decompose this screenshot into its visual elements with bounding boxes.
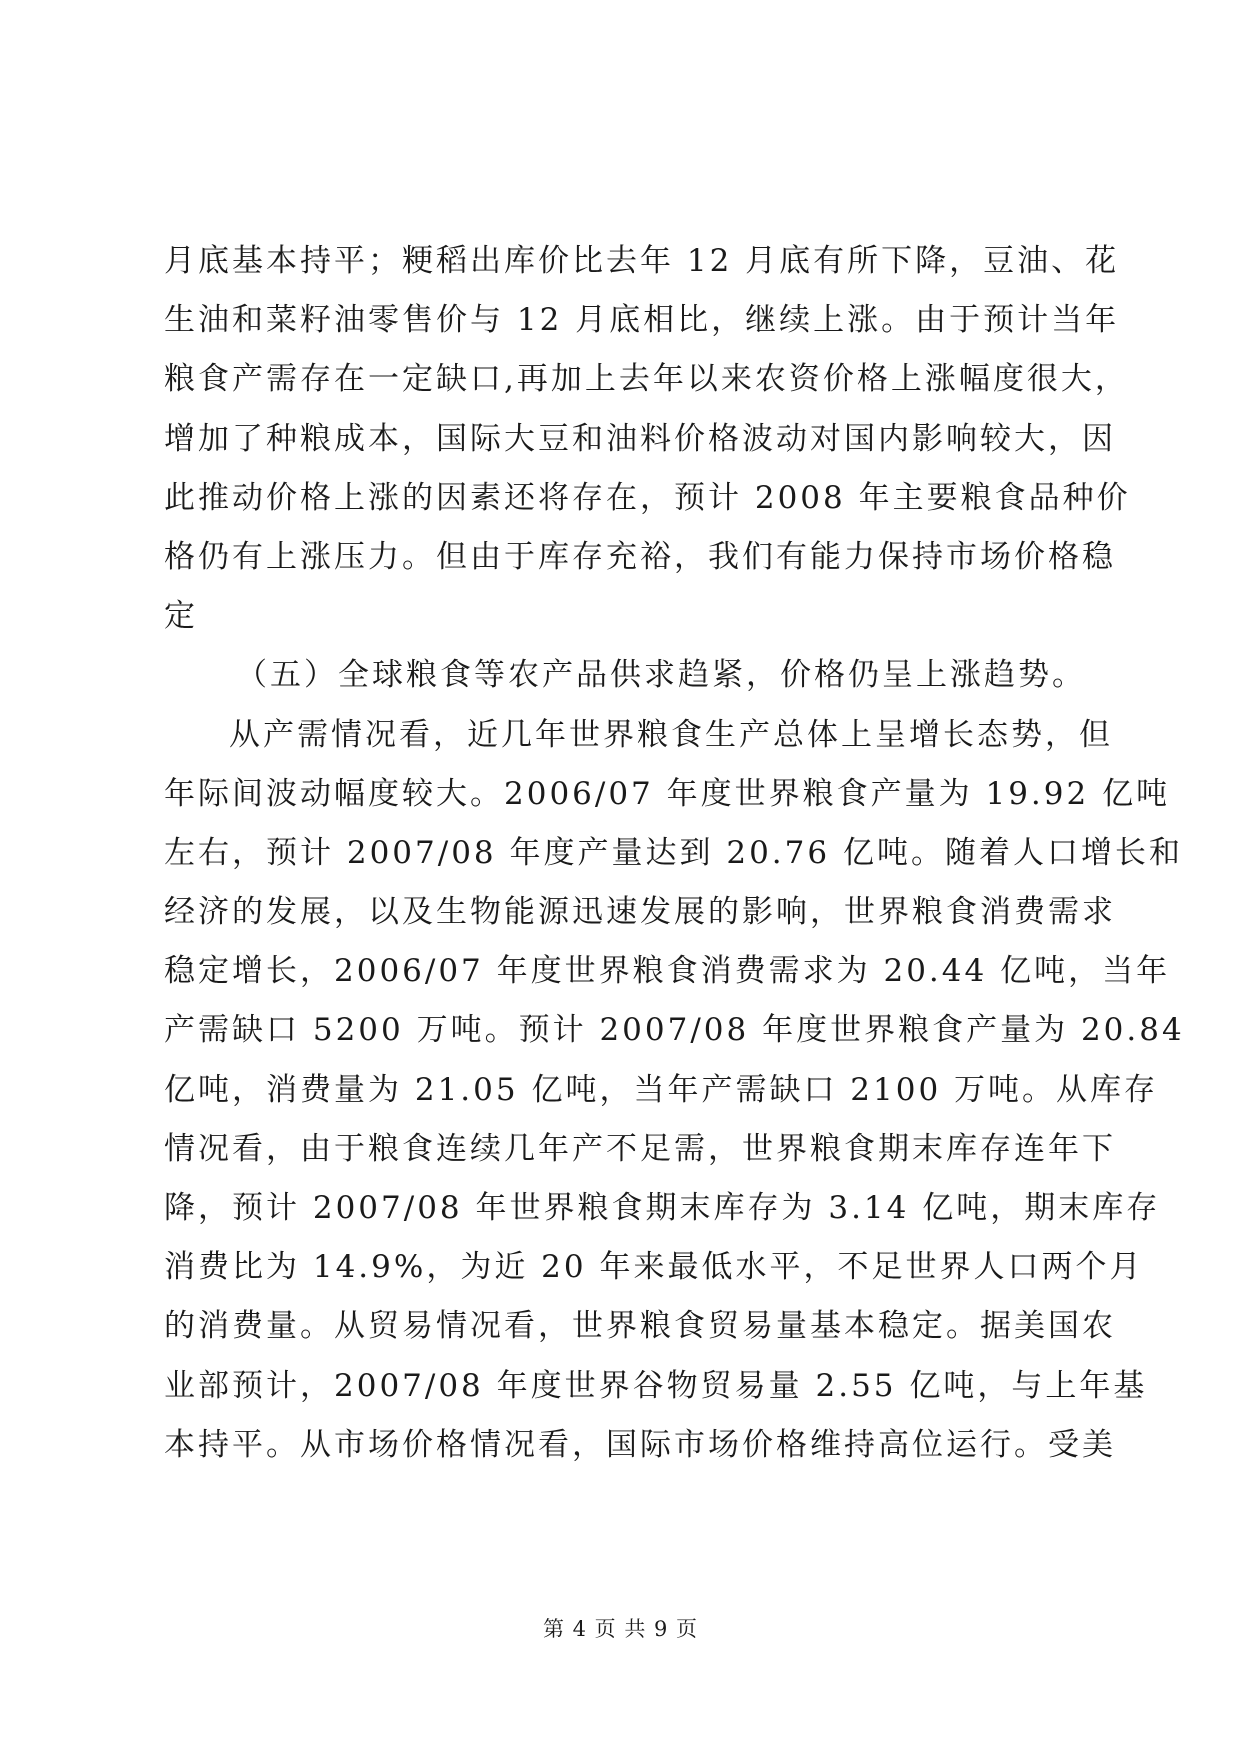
text-line: 消费比为 14.9%，为近 20 年来最低水平，不足世界人口两个月 bbox=[164, 1249, 1144, 1286]
text-line: 的消费量。从贸易情况看，世界粮食贸易量基本稳定。据美国农 bbox=[164, 1308, 1116, 1345]
text-line: 稳定增长，2006/07 年度世界粮食消费需求为 20.44 亿吨，当年 bbox=[164, 953, 1171, 990]
text-line: 业部预计，2007/08 年度世界谷物贸易量 2.55 亿吨，与上年基 bbox=[164, 1367, 1148, 1404]
text-line: 降，预计 2007/08 年世界粮食期末库存为 3.14 亿吨，期末库存 bbox=[164, 1190, 1161, 1226]
text-line: 此推动价格上涨的因素还将存在，预计 2008 年主要粮食品种价 bbox=[164, 479, 1131, 516]
text-line: 粮食产需存在一定缺口,再加上去年以来农资价格上涨幅度很大， bbox=[164, 361, 1129, 398]
text-line: 生油和菜籽油零售价与 12 月底相比，继续上涨。由于预计当年 bbox=[164, 302, 1120, 339]
text-line: 左右，预计 2007/08 年度产量达到 20.76 亿吨。随着人口增长和 bbox=[164, 834, 1183, 871]
text-line: 年际间波动幅度较大。2006/07 年度世界粮食产量为 19.92 亿吨 bbox=[164, 775, 1171, 812]
text-line: 经济的发展，以及生物能源迅速发展的影响，世界粮食消费需求 bbox=[164, 894, 1116, 931]
text-line: 定 bbox=[164, 598, 198, 635]
text-line: 亿吨，消费量为 21.05 亿吨，当年产需缺口 2100 万吨。从库存 bbox=[164, 1071, 1159, 1108]
paragraph-first-line: 从产需情况看，近几年世界粮食生产总体上呈增长态势，但 bbox=[229, 716, 1113, 753]
page-number-footer: 第 4 页 共 9 页 bbox=[542, 1617, 699, 1641]
section-heading: （五）全球粮食等农产品供求趋紧，价格仍呈上涨趋势。 bbox=[236, 657, 1086, 694]
text-line: 增加了种粮成本，国际大豆和油料价格波动对国内影响较大，因 bbox=[164, 420, 1116, 457]
text-line: 格仍有上涨压力。但由于库存充裕，我们有能力保持市场价格稳 bbox=[164, 538, 1116, 575]
body-text bbox=[164, 232, 1185, 1475]
text-line: 本持平。从市场价格情况看，国际市场价格维持高位运行。受美 bbox=[164, 1426, 1116, 1463]
text-line: 月底基本持平；粳稻出库价比去年 12 月底有所下降，豆油、花 bbox=[164, 243, 1120, 279]
text-line: 产需缺口 5200 万吨。预计 2007/08 年度世界粮食产量为 20.84 bbox=[164, 1012, 1185, 1049]
text-line: 情况看，由于粮食连续几年产不足需，世界粮食期末库存连年下 bbox=[164, 1130, 1116, 1167]
